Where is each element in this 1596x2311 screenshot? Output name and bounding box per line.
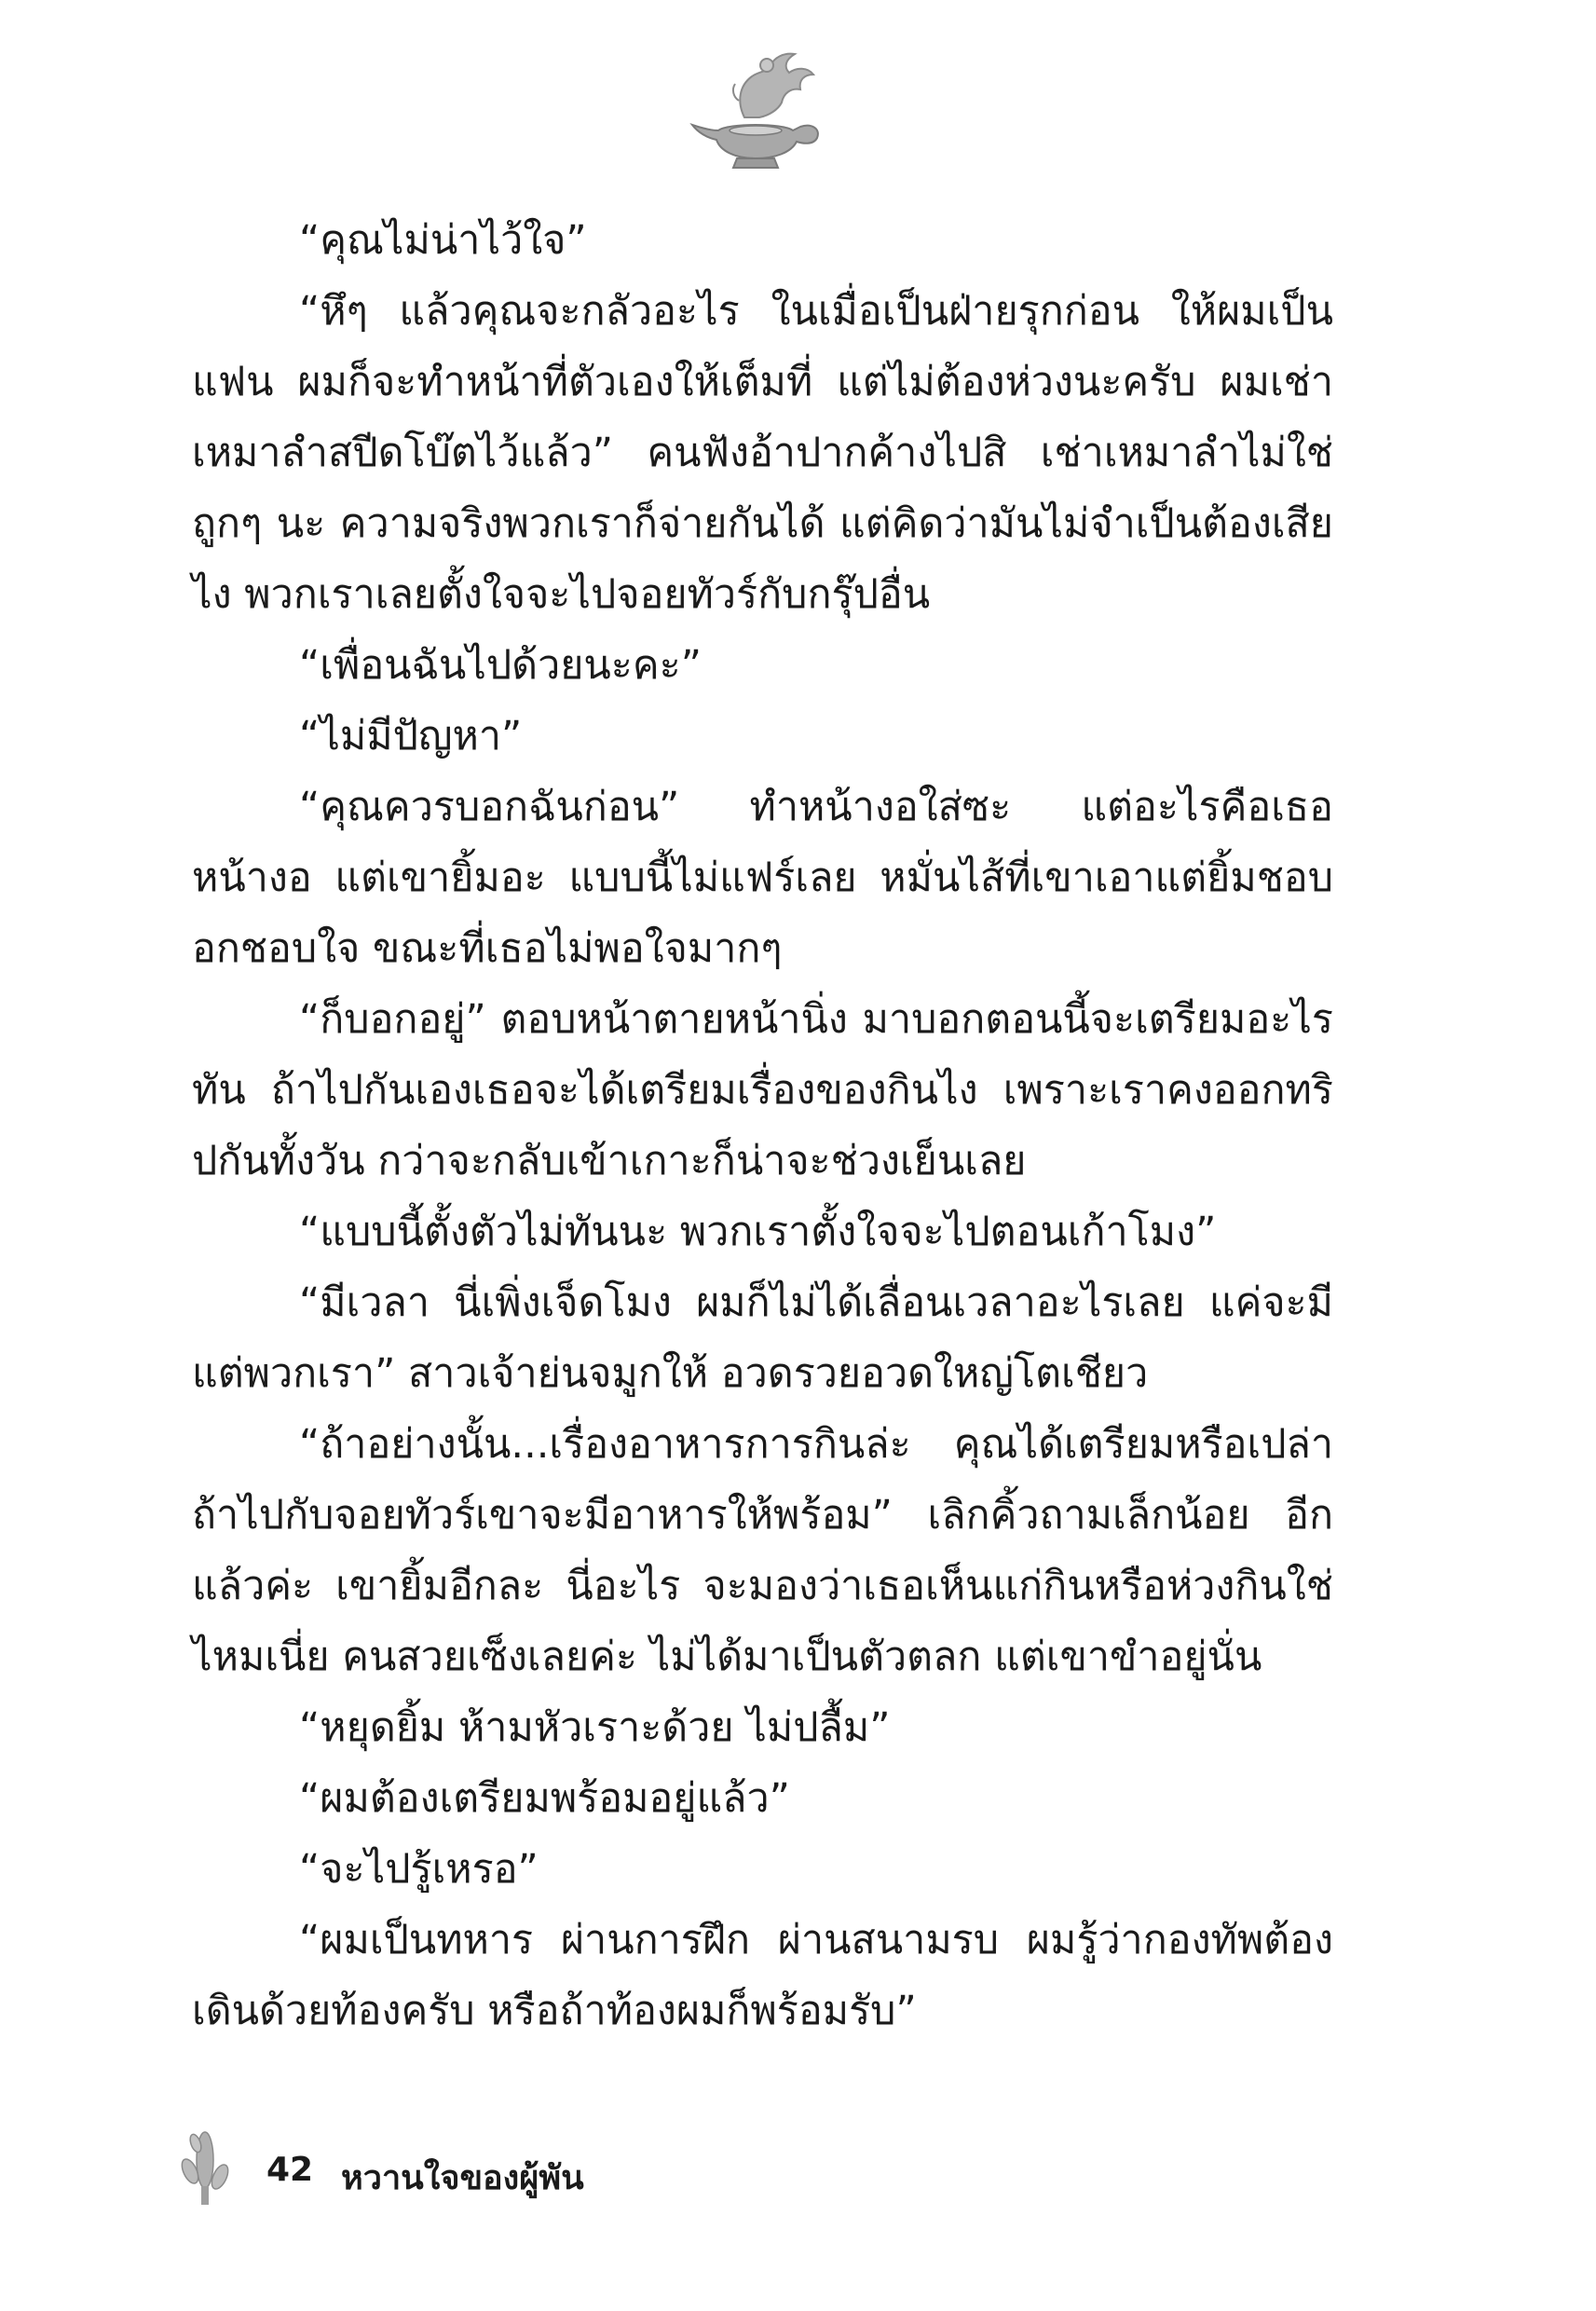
paragraph: “เพื่อนฉันไปด้วยนะคะ”	[299, 642, 703, 689]
paragraph: “ผมต้องเตรียมพร้อมอยู่แล้ว”	[299, 1775, 790, 1822]
cactus-icon	[177, 2125, 233, 2208]
paragraph: “ถ้าอย่างนั้น...เรื่องอาหารการกินล่ะ คุณได้เตรียมหรือเปล่า ถ้าไปกับจอยทัวร์เขาจะมีอาหารให้พร้อม” เลิกคิ้วถามเล็กน้อย อีกแล้วค่ะ เขายิ้มอีกละ นี่อะไร จะมองว่าเธอเห็นแก่กินหรือห่วงกินใช่ไหมเนี่ย คนสวยเซ็งเลยค่ะ ไม่ได้มาเป็นตัวตลก แต่เขาขำอยู่นั่น	[192, 1421, 1333, 1680]
paragraph: “แบบนี้ตั้งตัวไม่ทันนะ พวกเราตั้งใจจะไปตอนเก้าโมง”	[299, 1209, 1217, 1255]
paragraph: “คุณควรบอกฉันก่อน” ทำหน้างอใส่ซะ แต่อะไรคือเธอหน้างอ แต่เขายิ้มอะ แบบนี้ไม่แฟร์เลย หมั่นไส้ที่เขาเอาแต่ยิ้มชอบอกชอบใจ ขณะที่เธอไม่พอใจมากๆ	[192, 784, 1333, 972]
paragraph: “จะไปรู้เหรอ”	[299, 1846, 539, 1893]
paragraph: “ไม่มีปัญหา”	[299, 713, 523, 759]
paragraph: “คุณไม่น่าไว้ใจ”	[299, 217, 587, 264]
paragraph: “ผมเป็นทหาร ผ่านการฝึก ผ่านสนามรบ ผมรู้ว่ากองทัพต้องเดินด้วยท้องครับ หรือถ้าท้องผมก็พร้อมรับ”	[192, 1917, 1333, 2034]
paragraph: “มีเวลา นี่เพิ่งเจ็ดโมง ผมก็ไม่ได้เลื่อนเวลาอะไรเลย แค่จะมีแต่พวกเรา” สาวเจ้าย่นจมูกให้ อวดรวยอวดใหญ่โตเชียว	[192, 1279, 1333, 1397]
story-text	[192, 205, 1333, 2046]
paragraph: “ก็บอกอยู่” ตอบหน้าตายหน้านิ่ง มาบอกตอนนี้จะเตรียมอะไรทัน ถ้าไปกันเองเธอจะได้เตรียมเรื่องของกินไง เพราะเราคงออกทริปกันทั้งวัน กว่าจะกลับเข้าเกาะก็น่าจะช่วงเย็นเลย	[192, 996, 1333, 1184]
page-footer	[177, 2125, 829, 2208]
paragraph: “หึๆ แล้วคุณจะกลัวอะไร ในเมื่อเป็นฝ่ายรุกก่อน ให้ผมเป็นแฟน ผมก็จะทำหน้าที่ตัวเองให้เต็มที่ แต่ไม่ต้องห่วงนะครับ ผมเช่าเหมาลำสปีดโบ๊ตไว้แล้ว” คนฟังอ้าปากค้างไปสิ เช่าเหมาลำไม่ใช่ถูกๆ นะ ความจริงพวกเราก็จ่ายกันได้ แต่คิดว่ามันไม่จำเป็นต้องเสียไง พวกเราเลยตั้งใจจะไปจอยทัวร์กับกรุ๊ปอื่น	[192, 288, 1333, 618]
page-number: 42	[266, 2151, 314, 2189]
paragraph: “หยุดยิ้ม ห้ามหัวเราะด้วย ไม่ปลื้ม”	[299, 1704, 891, 1751]
book-title: หวานใจของผู้พัน	[341, 2159, 584, 2197]
genie-lamp-icon	[681, 45, 830, 175]
